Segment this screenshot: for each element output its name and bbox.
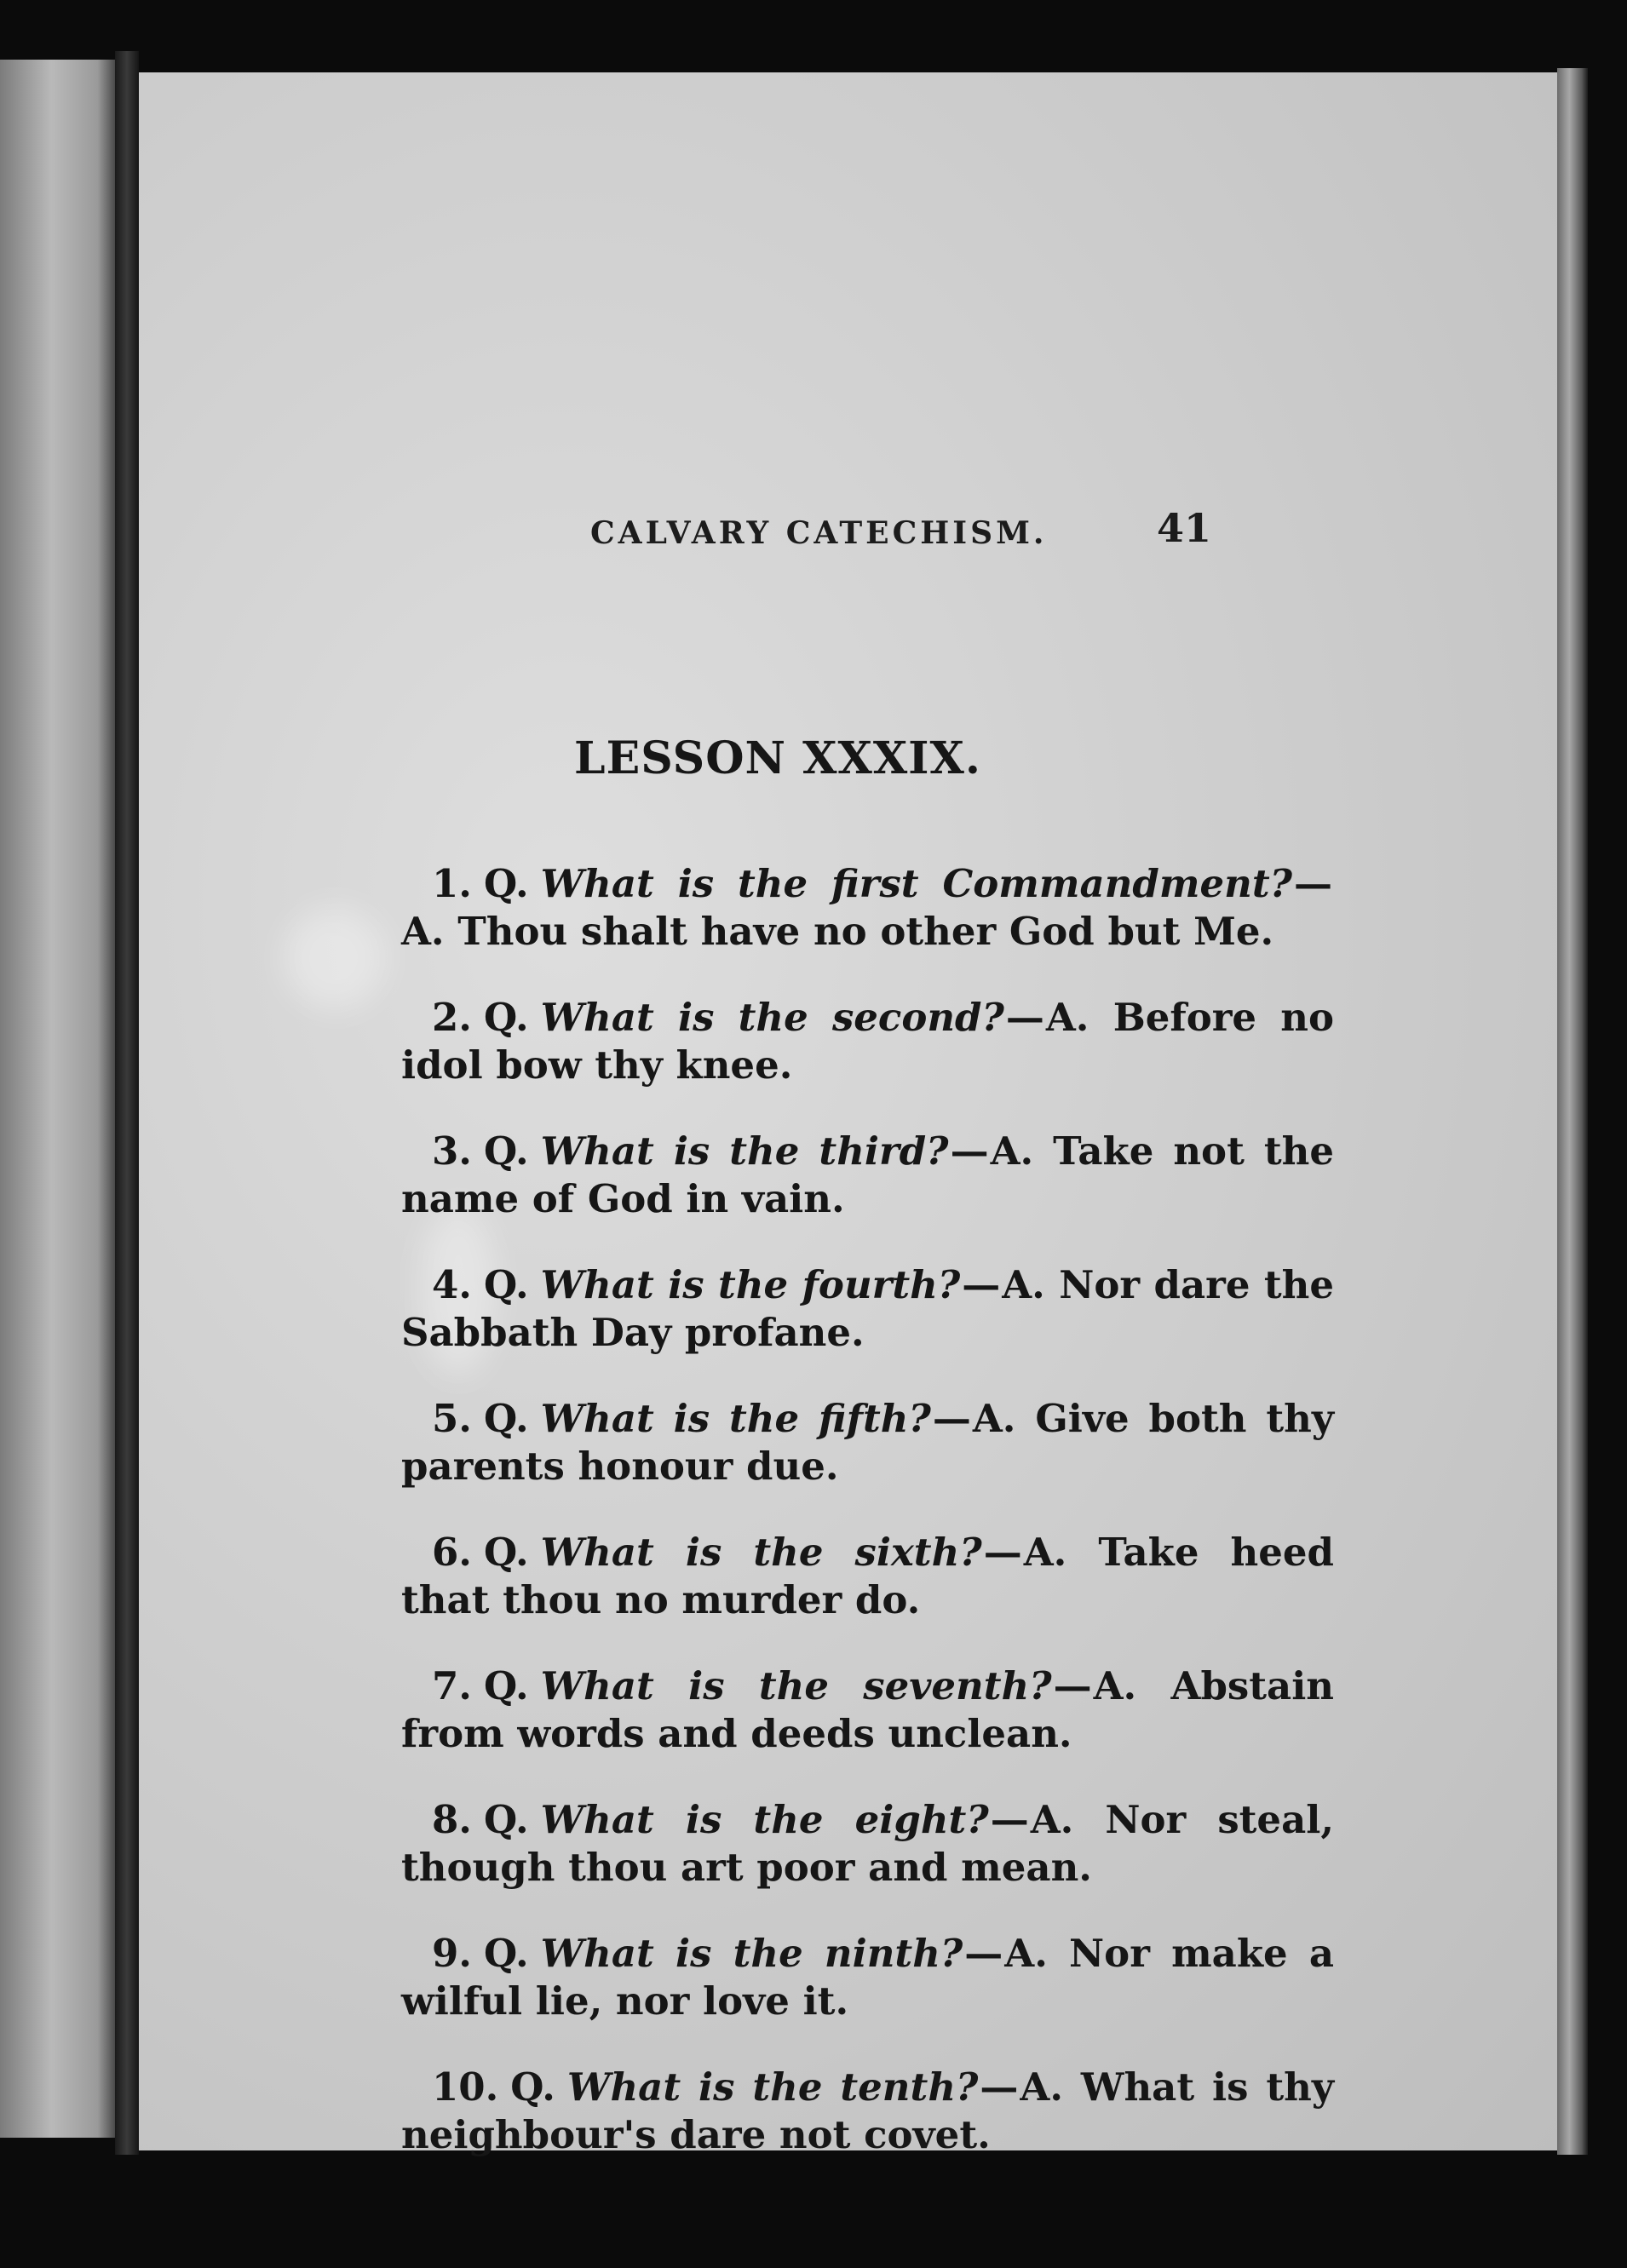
dash: —	[1053, 1663, 1092, 1708]
question-label: Q.	[483, 1797, 529, 1842]
question-text: What is the first Commandment?	[540, 861, 1292, 906]
question-text: What is the second?	[540, 995, 1004, 1040]
book-gutter	[115, 51, 139, 2155]
answer-label: A.	[401, 909, 445, 954]
item-number: 5.	[432, 1396, 472, 1441]
catechism-item	[401, 1261, 1334, 1357]
question-label: Q.	[483, 861, 529, 906]
answer-label: A.	[1023, 1530, 1067, 1575]
question-text: What is the tenth?	[566, 2064, 979, 2110]
question-label: Q.	[483, 995, 529, 1040]
answer-label: A.	[1020, 2064, 1063, 2110]
answer-label: A.	[972, 1396, 1016, 1441]
question-label: Q.	[483, 1128, 529, 1174]
dash: —	[990, 1797, 1029, 1842]
catechism-item	[401, 1662, 1334, 1758]
item-number: 10.	[432, 2064, 499, 2110]
answer-text: Before no idol bow thy knee.	[401, 995, 1334, 1088]
catechism-item	[401, 1930, 1334, 2025]
item-number: 1.	[432, 861, 472, 906]
question-text: What is the seventh?	[540, 1663, 1052, 1708]
catechism-item	[401, 1529, 1334, 1624]
page-number: 41	[1157, 505, 1212, 551]
answer-text: Give both thy parents honour due.	[401, 1396, 1334, 1489]
catechism-item	[401, 1796, 1334, 1892]
answer-text: What is thy neighbour's dare not covet.	[401, 2064, 1334, 2157]
question-label: Q.	[483, 1530, 529, 1575]
answer-text: Nor make a wilful lie, nor love it.	[401, 1931, 1334, 2024]
dash: —	[964, 1931, 1003, 1976]
answer-label: A.	[1002, 1262, 1045, 1307]
running-head	[139, 505, 1557, 566]
question-label: Q.	[483, 1262, 529, 1307]
catechism-item	[401, 1395, 1334, 1490]
answer-text: Nor steal, though thou art poor and mean.	[401, 1797, 1334, 1890]
answer-label: A.	[1004, 1931, 1048, 1976]
running-title: CALVARY CATECHISM.	[590, 515, 1048, 551]
item-number: 6.	[432, 1530, 472, 1575]
catechism-item	[401, 2064, 1334, 2159]
facing-page-edge	[0, 60, 115, 2138]
item-number: 9.	[432, 1931, 472, 1976]
answer-text: Nor dare the Sabbath Day profane.	[401, 1262, 1334, 1355]
question-text: What is the fifth?	[540, 1396, 931, 1441]
answer-label: A.	[1093, 1663, 1137, 1708]
question-label: Q.	[483, 1931, 529, 1976]
lesson-heading: LESSON XXXIX.	[574, 732, 981, 784]
dash: —	[950, 1128, 989, 1174]
dash: —	[1294, 861, 1332, 906]
question-text: What is the fourth?	[540, 1262, 961, 1307]
item-number: 3.	[432, 1128, 472, 1174]
answer-text: Take not the name of God in vain.	[401, 1128, 1334, 1221]
question-label: Q.	[483, 1663, 529, 1708]
page-stack-edge	[1557, 68, 1588, 2155]
answer-label: A.	[1045, 995, 1089, 1040]
dash: —	[980, 2064, 1019, 2110]
answer-label: A.	[990, 1128, 1034, 1174]
book-page	[139, 72, 1557, 2157]
paper-light-spot	[284, 907, 386, 1009]
question-text: What is the ninth?	[540, 1931, 963, 1976]
item-number: 8.	[432, 1797, 472, 1842]
item-number: 7.	[432, 1663, 472, 1708]
answer-text: Thou shalt have no other God but Me.	[457, 909, 1274, 954]
question-text: What is the eight?	[540, 1797, 989, 1842]
item-number: 2.	[432, 995, 472, 1040]
answer-label: A.	[1030, 1797, 1074, 1842]
catechism-item	[401, 860, 1334, 956]
dash: —	[932, 1396, 971, 1441]
dash: —	[962, 1262, 1001, 1307]
question-text: What is the sixth?	[540, 1530, 982, 1575]
answer-text: Take heed that thou no murder do.	[401, 1530, 1334, 1622]
question-label: Q.	[510, 2064, 555, 2110]
question-text: What is the third?	[540, 1128, 949, 1174]
catechism-list	[401, 822, 1334, 2183]
question-label: Q.	[483, 1396, 529, 1441]
catechism-item	[401, 994, 1334, 1089]
dash: —	[1005, 995, 1044, 1040]
item-number: 4.	[432, 1262, 472, 1307]
dash: —	[983, 1530, 1022, 1575]
answer-text: Abstain from words and deeds unclean.	[401, 1663, 1335, 1756]
catechism-item	[401, 1128, 1334, 1223]
